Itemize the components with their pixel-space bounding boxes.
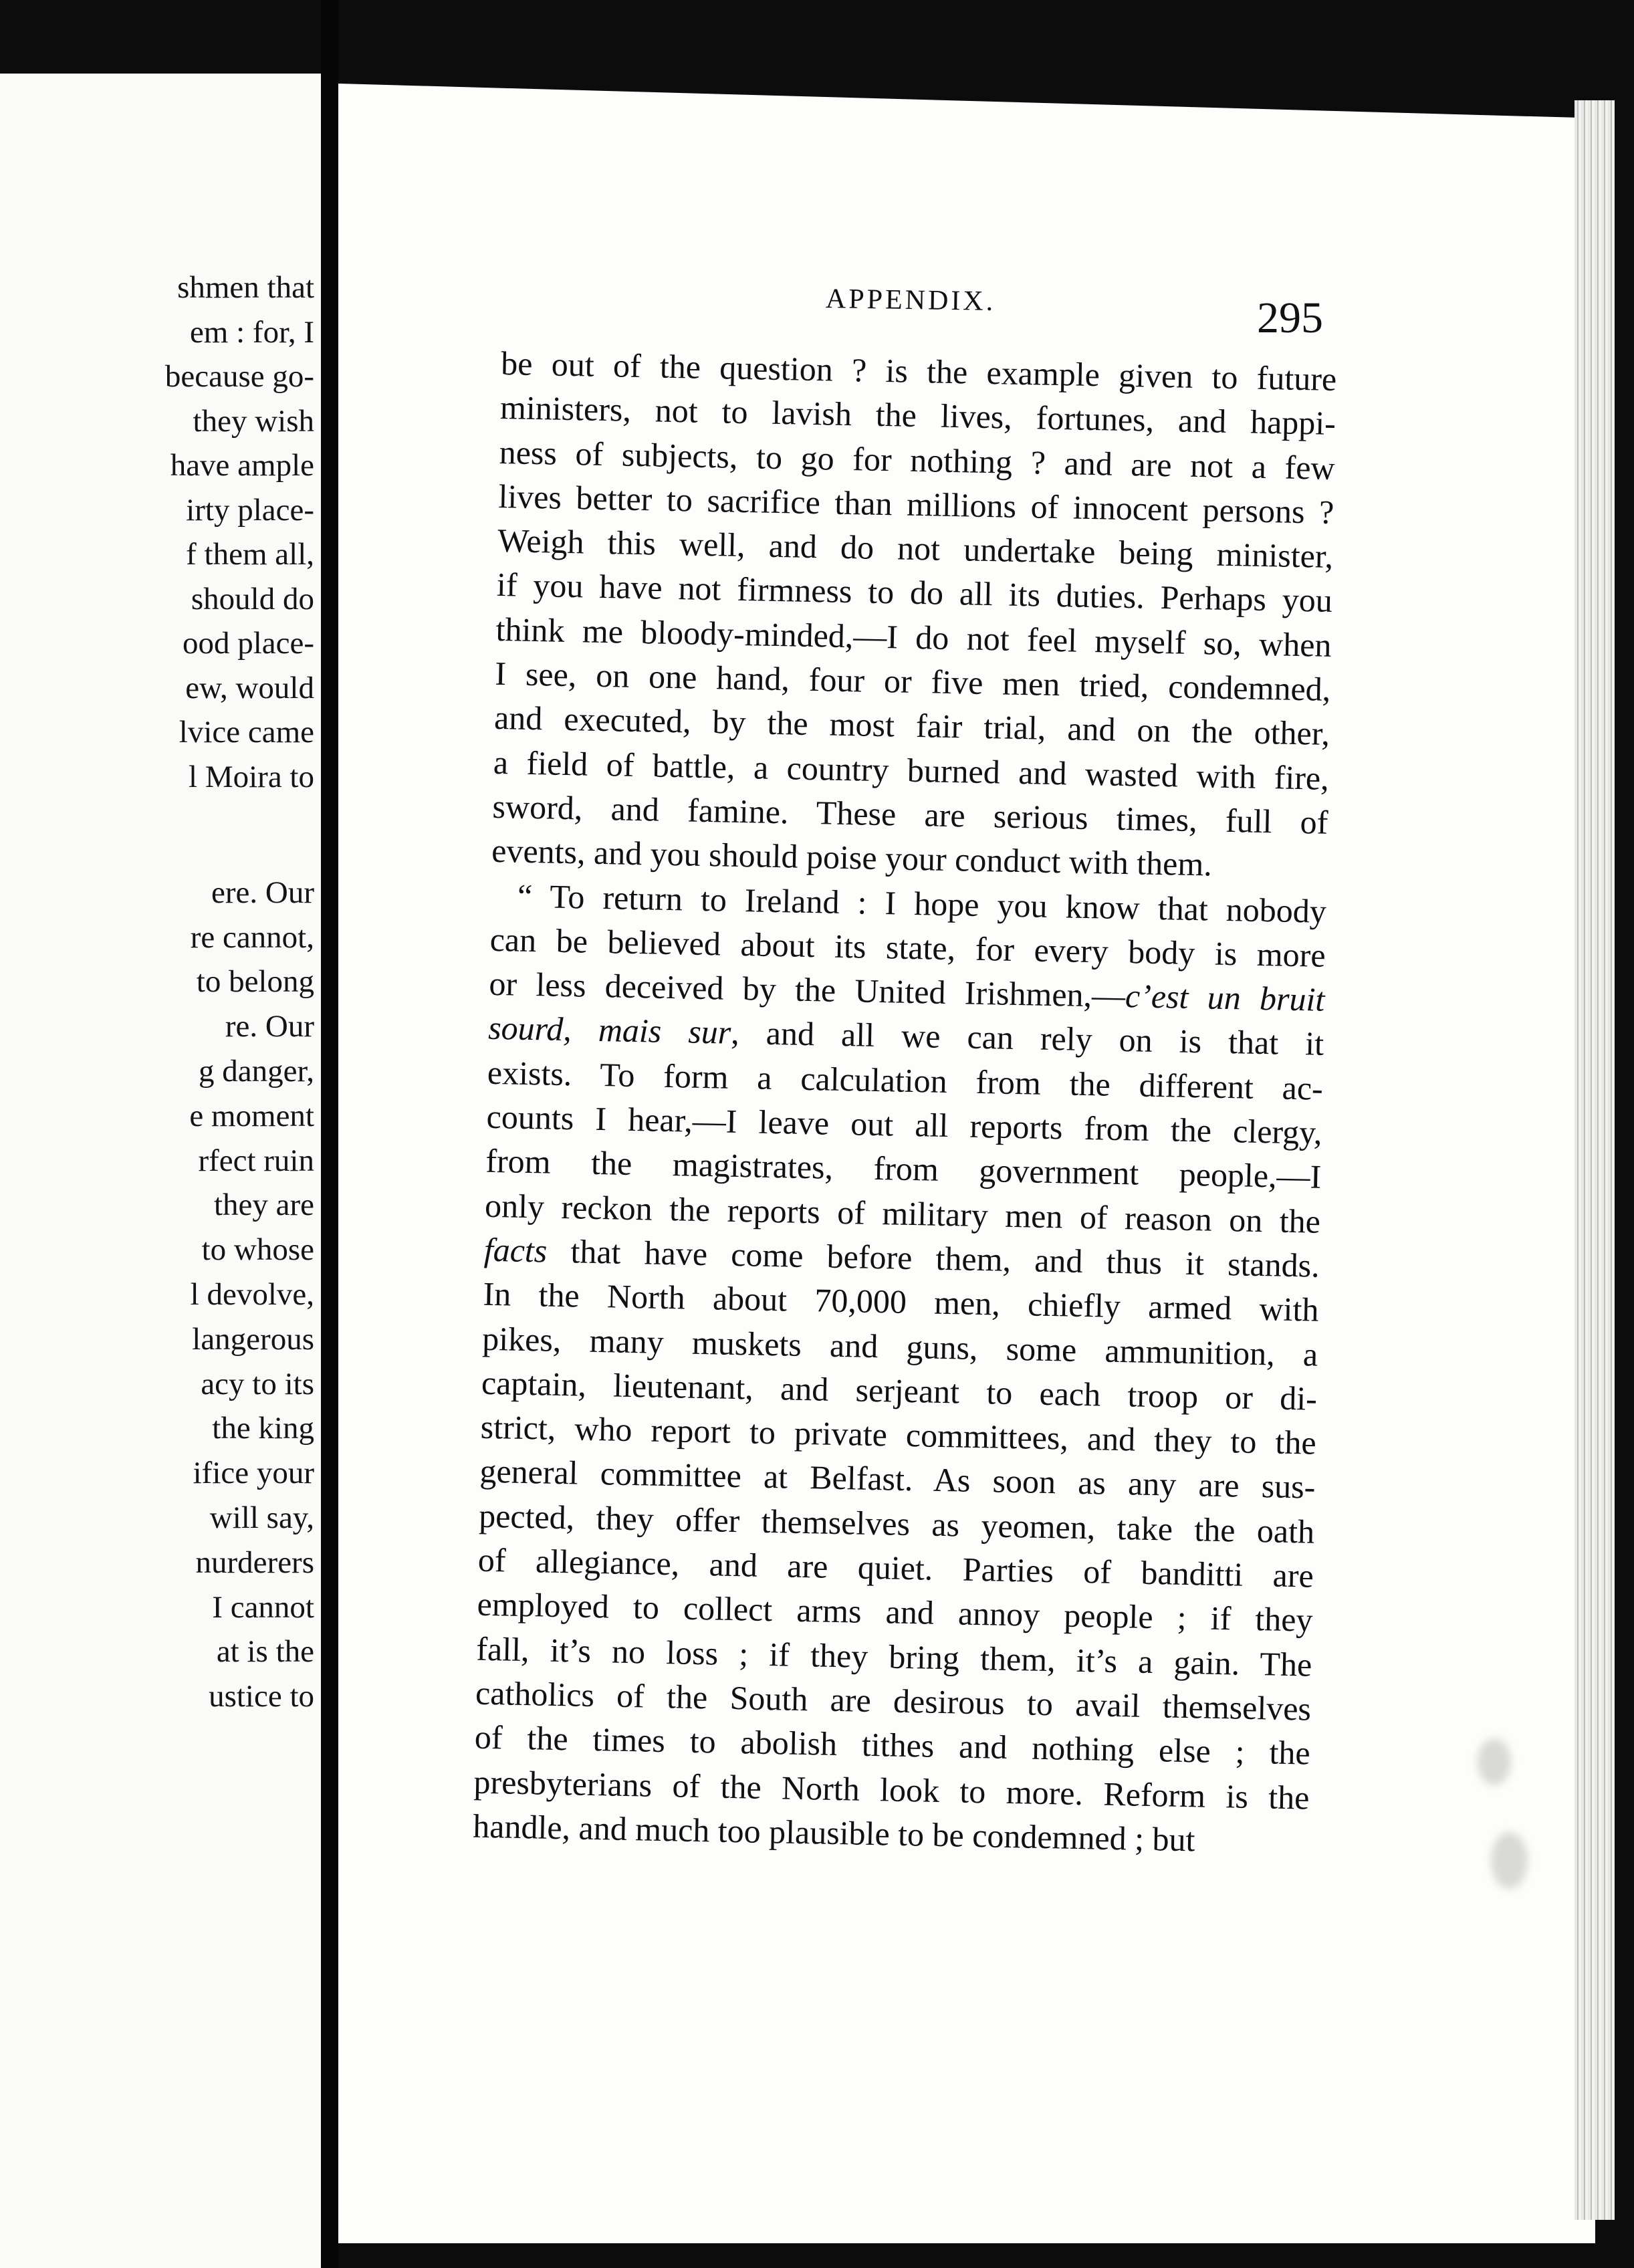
left-page-line: l Moira to bbox=[189, 759, 314, 794]
left-page-line: ustice to bbox=[209, 1679, 314, 1714]
body-line: if you have not firmness to do all its duties. Perhaps you bbox=[496, 566, 1333, 620]
body-line: or less deceived by the United Irishmen,—c’est un bruit bbox=[489, 964, 1325, 1018]
left-page bbox=[0, 74, 321, 2268]
left-page-line: lvice came bbox=[179, 715, 314, 750]
body-line: ness of subjects, to go for nothing ? and are not a few bbox=[499, 433, 1336, 487]
left-page-line: em : for, I bbox=[189, 314, 314, 350]
book-gutter bbox=[321, 0, 338, 2268]
left-page-line: should do bbox=[191, 581, 314, 616]
body-line: think me bloody-minded,—I do not feel myself so, when bbox=[495, 610, 1332, 664]
left-page-line: will say, bbox=[209, 1500, 314, 1535]
page-number: 295 bbox=[1257, 294, 1323, 342]
body-text bbox=[473, 341, 1337, 1864]
left-page-line: they are bbox=[213, 1187, 314, 1223]
body-line: catholics of the South are desirous to avail themselves bbox=[475, 1674, 1312, 1728]
body-line: facts that have come before them, and thus it stands. bbox=[483, 1230, 1320, 1284]
body-line: employed to collect arms and annoy people ; if they bbox=[477, 1585, 1314, 1639]
body-line: a field of battle, a country burned and wasted with fire, bbox=[493, 743, 1330, 797]
left-page-line: ifice your bbox=[193, 1456, 314, 1491]
left-page-line: nurderers bbox=[195, 1545, 314, 1580]
left-page-line: f them all, bbox=[186, 537, 314, 572]
page-smudge bbox=[1478, 1738, 1511, 1785]
left-page-line: I cannot bbox=[212, 1589, 314, 1625]
running-head: APPENDIX. bbox=[825, 284, 996, 317]
left-page-line: rfect ruin bbox=[198, 1143, 314, 1178]
left-page-line: re. Our bbox=[225, 1009, 314, 1044]
left-page-line: to whose bbox=[201, 1232, 314, 1268]
left-page-line: have ample bbox=[170, 448, 314, 483]
body-line: counts I hear,—I leave out all reports from the clergy, bbox=[486, 1097, 1323, 1151]
body-line: general committee at Belfast. As soon as any are sus- bbox=[479, 1452, 1316, 1506]
body-line: “ To return to Ireland : I hope you know that nobody bbox=[517, 877, 1327, 930]
body-line: fall, it’s no loss ; if they bring them, it’s a gain. The bbox=[475, 1629, 1312, 1684]
body-line: events, and you should poise your conduct with them. bbox=[491, 832, 1213, 883]
left-page-line: shmen that bbox=[177, 270, 314, 305]
body-line: only reckon the reports of military men of reason on the bbox=[484, 1186, 1321, 1240]
left-page-line: e moment bbox=[189, 1098, 314, 1133]
left-page-line: l devolve, bbox=[190, 1277, 314, 1312]
body-line: In the North about 70,000 men, chiefly armed with bbox=[483, 1274, 1319, 1329]
body-line: strict, who report to private committees, and they to the bbox=[480, 1407, 1317, 1462]
left-page-line: because go- bbox=[164, 359, 314, 394]
body-line: sword, and famine. These are serious times, full of bbox=[492, 787, 1328, 841]
page-edges bbox=[1574, 100, 1615, 2220]
left-page-line: langerous bbox=[192, 1321, 314, 1357]
left-page-line: they wish bbox=[193, 403, 314, 439]
body-line: handle, and much too plausible to be condemned ; but bbox=[472, 1807, 1196, 1859]
body-line: Weigh this well, and do not undertake being minister, bbox=[497, 522, 1334, 576]
body-line: can be believed about its state, for every body is more bbox=[489, 920, 1326, 974]
left-page-line: acy to its bbox=[201, 1366, 314, 1401]
left-page-line: g danger, bbox=[199, 1054, 314, 1089]
left-page-line: ere. Our bbox=[211, 875, 314, 910]
body-line: captain, lieutenant, and serjeant to each troop or di- bbox=[481, 1363, 1318, 1418]
left-page-line: to belong bbox=[196, 964, 314, 1000]
body-line: from the magistrates, from government people,—I bbox=[485, 1142, 1322, 1196]
body-line: exists. To form a calculation from the different ac- bbox=[487, 1053, 1324, 1107]
body-line: of allegiance, and are quiet. Parties of banditti are bbox=[477, 1541, 1314, 1595]
left-page-line: ood place- bbox=[182, 626, 314, 661]
body-line: lives better to sacrifice than millions of innocent persons ? bbox=[498, 477, 1334, 531]
body-line: presbyterians of the North look to more. Reform is the bbox=[473, 1763, 1310, 1817]
body-line: ministers, not to lavish the lives, fortunes, and happi- bbox=[499, 388, 1336, 443]
body-line: and executed, by the most fair trial, and on the other, bbox=[493, 699, 1330, 753]
left-page-line: the king bbox=[212, 1411, 314, 1446]
page-smudge bbox=[1491, 1832, 1528, 1889]
body-line: sourd, mais sur, and all we can rely on is that it bbox=[487, 1009, 1324, 1063]
left-page-line: at is the bbox=[216, 1634, 314, 1670]
left-page-line: ew, would bbox=[185, 670, 314, 705]
body-line: of the times to abolish tithes and nothing else ; the bbox=[474, 1718, 1311, 1772]
body-line: be out of the question ? is the example given to future bbox=[500, 344, 1337, 398]
left-page-line: irty place- bbox=[186, 492, 314, 528]
left-page-line: re cannot, bbox=[190, 919, 314, 955]
body-line: pected, they offer themselves as yeomen, take the oath bbox=[478, 1496, 1315, 1551]
body-line: I see, on one hand, four or five men tried, condemned, bbox=[494, 654, 1331, 708]
body-line: pikes, many muskets and guns, some ammunition, a bbox=[481, 1319, 1318, 1373]
